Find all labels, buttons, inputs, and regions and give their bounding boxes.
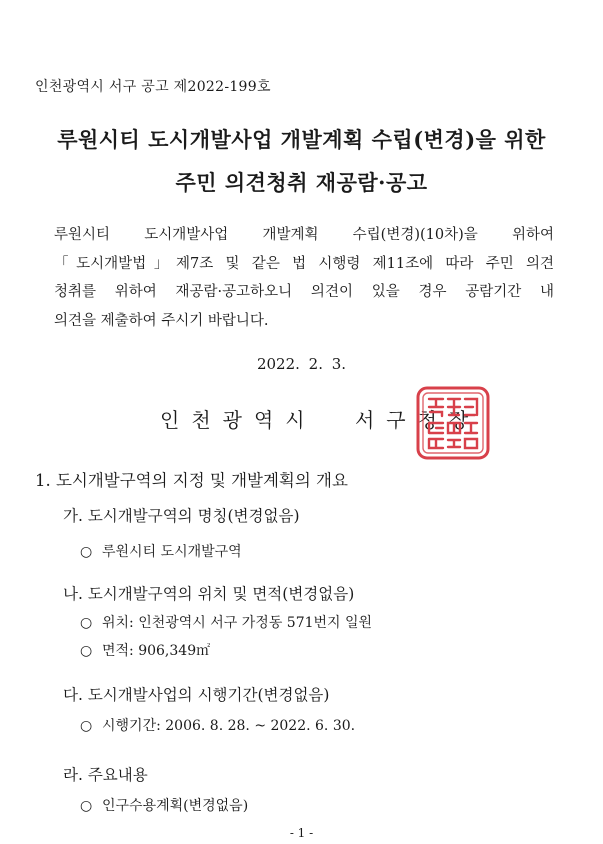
- list-item-text: 루원시티 도시개발구역: [102, 544, 242, 560]
- list-item: [80, 640, 210, 660]
- section-1-heading: 1. 도시개발구역의 지정 및 개발계획의 개요: [35, 471, 348, 490]
- official-seal-icon: [415, 385, 491, 461]
- circle-bullet-icon: ○: [80, 718, 93, 734]
- list-item-text: 위치: 인천광역시 서구 가정동 571번지 일원: [102, 615, 373, 631]
- body-line: 의견을 제출하여 주시기 바랍니다.: [54, 312, 269, 329]
- circle-bullet-icon: ○: [80, 544, 93, 560]
- body-line: 루원시티 도시개발사업 개발계획 수립(변경)(10차)을 위하여: [54, 227, 554, 243]
- subsection-b-heading: 나. 도시개발구역의 위치 및 면적(변경없음): [63, 585, 355, 603]
- body-line: 청취를 위하여 재공람·공고하오니 의견이 있을 경우 공람기간 내: [54, 284, 554, 300]
- list-item-text: 시행기간: 2006. 8. 28. ~ 2022. 6. 30.: [102, 718, 356, 734]
- circle-bullet-icon: ○: [80, 643, 93, 659]
- subsection-d-heading: 라. 주요내용: [63, 766, 148, 784]
- list-item: [80, 715, 355, 735]
- list-item: [80, 795, 248, 815]
- body-paragraph: [54, 221, 554, 335]
- document-title-line-2: 주민 의견청취 재공람·공고: [175, 170, 428, 195]
- list-item: [80, 541, 242, 561]
- body-line: 「도시개발법」제7조 및 같은 법 시행령 제11조에 따라 주민 의견: [54, 255, 554, 272]
- issuer-name: 인천광역시 서구청장: [160, 408, 481, 432]
- circle-bullet-icon: ○: [80, 798, 93, 814]
- list-item: [80, 612, 372, 632]
- notice-number: 인천광역시 서구 공고 제2022-199호: [35, 79, 271, 95]
- notice-date: 2022. 2. 3.: [256, 355, 347, 373]
- circle-bullet-icon: ○: [80, 615, 93, 631]
- list-item-text: 인구수용계획(변경없음): [102, 798, 249, 814]
- page-number: - 1 -: [289, 826, 314, 840]
- document-title-line-1: 루원시티 도시개발사업 개발계획 수립(변경)을 위한: [57, 127, 546, 152]
- subsection-c-heading: 다. 도시개발사업의 시행기간(변경없음): [63, 686, 330, 704]
- list-item-text: 면적: 906,349㎡: [102, 643, 211, 659]
- subsection-a-heading: 가. 도시개발구역의 명칭(변경없음): [63, 507, 300, 525]
